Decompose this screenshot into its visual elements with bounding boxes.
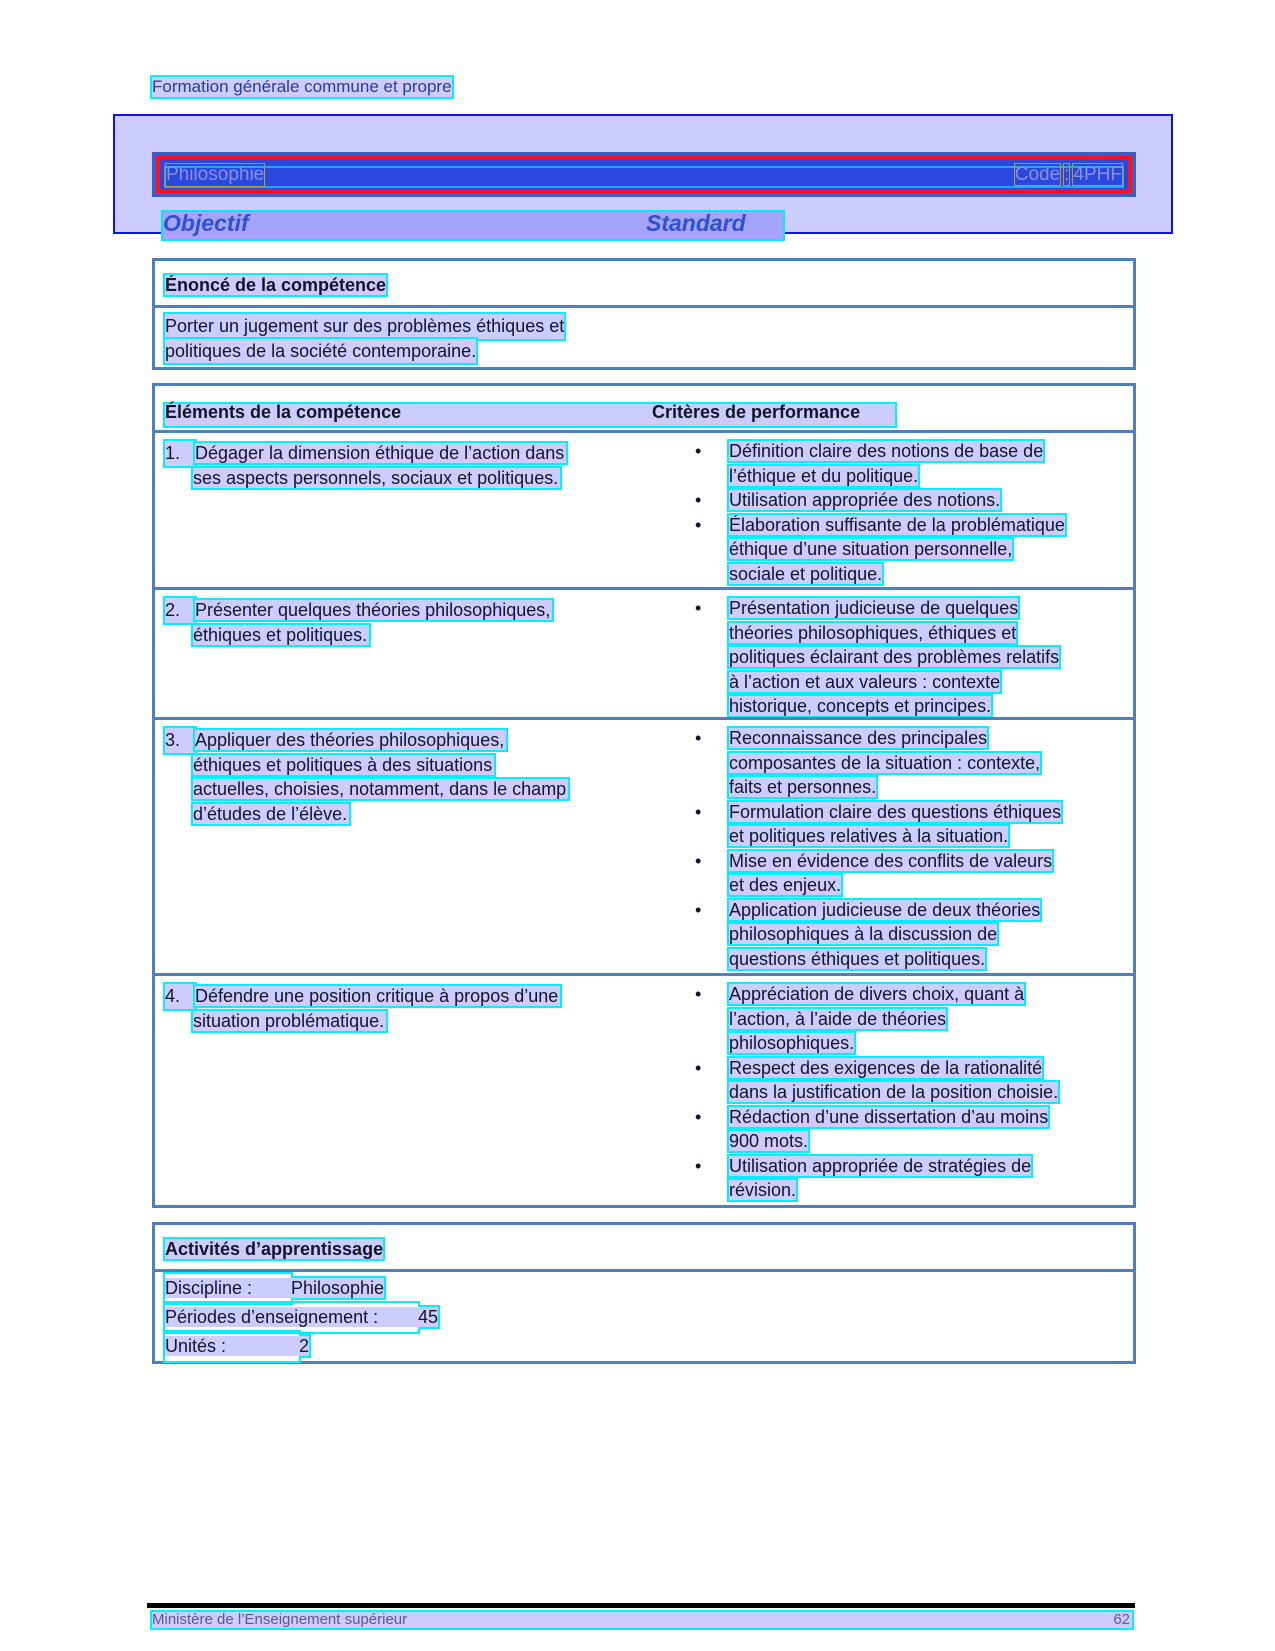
criterion-line [729, 645, 1115, 670]
criterion-item [695, 439, 1115, 488]
criterion-line [729, 537, 1115, 562]
element-line [165, 984, 635, 1009]
criterion-text: théories philosophiques, éthiques et [729, 622, 1017, 643]
criterion-line [729, 1105, 1115, 1130]
periods-label: Périodes d’enseignement : [165, 1307, 379, 1327]
criterion-text: philosophiques à la discussion de [729, 924, 998, 944]
performance-criteria [695, 439, 1115, 586]
criterion-text: sociale et politique. [729, 563, 883, 584]
criterion-line [729, 947, 1115, 972]
course-subject: Philosophie [166, 164, 265, 185]
criterion-text: Reconnaissance des principales [729, 728, 988, 748]
column-header-elements: Éléments de la compétence [165, 402, 402, 422]
page-footer [152, 1612, 1132, 1628]
criterion-line [729, 982, 1115, 1007]
performance-criteria [695, 726, 1115, 971]
criterion-item [695, 1154, 1115, 1203]
criterion-line [729, 1056, 1115, 1081]
running-header: Formation générale commune et propre [152, 77, 452, 96]
units-value: 2 [299, 1336, 310, 1356]
criterion-line [729, 488, 1115, 513]
discipline-label: Discipline : [165, 1278, 253, 1298]
criterion-text: Rédaction d’une dissertation d’au moins [729, 1106, 1049, 1127]
objective-standard-row [163, 212, 783, 239]
element-line [165, 441, 635, 466]
criterion-text: Élaboration suffisante de la problématique [729, 514, 1065, 535]
bullet-icon: • [695, 514, 702, 535]
criterion-line [729, 1080, 1115, 1105]
competency-statement-box [152, 258, 1136, 370]
course-code [1011, 164, 1122, 186]
criterion-line [729, 849, 1115, 874]
bullet-icon: • [695, 1106, 702, 1127]
statement-heading: Énoncé de la compétence [165, 275, 387, 295]
criterion-line [729, 1178, 1115, 1203]
performance-criteria [695, 982, 1115, 1203]
criterion-line [729, 439, 1115, 464]
criterion-text: faits et personnes. [729, 777, 877, 797]
objective-heading: Objectif [163, 210, 249, 236]
criterion-line [729, 464, 1115, 489]
criterion-text: l’éthique et du politique. [729, 465, 919, 486]
element-text: situation problématique. [193, 1010, 385, 1031]
competency-element [165, 598, 635, 647]
discipline-value: Philosophie [291, 1278, 385, 1298]
element-line [165, 598, 635, 623]
element-line [165, 1009, 635, 1034]
bullet-icon: • [695, 441, 702, 461]
criterion-item [695, 488, 1115, 513]
criterion-line [729, 1007, 1115, 1032]
criterion-line [729, 1154, 1115, 1179]
element-text: ses aspects personnels, sociaux et politiques. [193, 467, 559, 488]
criterion-line [729, 621, 1115, 646]
criterion-item [695, 800, 1115, 849]
element-line [165, 802, 635, 827]
statement-line: Porter un jugement sur des problèmes éthiques et [165, 314, 564, 339]
statement-line: politiques de la société contemporaine. [165, 339, 476, 364]
bullet-icon: • [695, 899, 702, 920]
criterion-text: Appréciation de divers choix, quant à [729, 984, 1025, 1004]
title-row-outline [164, 166, 1124, 188]
table-row [155, 973, 1133, 1208]
criterion-text: l’action, à l’aide de théories [729, 1008, 947, 1029]
criterion-item [695, 849, 1115, 898]
competency-element [165, 728, 635, 826]
criterion-text: et des enjeux. [729, 875, 842, 895]
criterion-text: Respect des exigences de la rationalité [729, 1057, 1043, 1078]
criterion-item [695, 726, 1115, 800]
discipline-line [165, 1278, 384, 1298]
element-line [165, 777, 635, 802]
criterion-line [729, 513, 1115, 538]
criterion-item [695, 1056, 1115, 1105]
criterion-text: dans la justification de la position choisie. [729, 1082, 1059, 1102]
standard-heading: Standard [646, 210, 746, 236]
bullet-icon: • [695, 1057, 702, 1078]
criterion-line [729, 562, 1115, 587]
criterion-line [729, 775, 1115, 800]
criterion-line [729, 873, 1115, 898]
element-number: 4. [165, 984, 195, 1009]
criterion-line [729, 824, 1115, 849]
criterion-line [729, 670, 1115, 695]
element-text: éthiques et politiques. [193, 624, 368, 645]
periods-value: 45 [418, 1307, 439, 1327]
code-value: 4PHF [1073, 164, 1122, 185]
criterion-item [695, 1105, 1115, 1154]
element-number: 3. [165, 728, 195, 753]
criterion-line [729, 751, 1115, 776]
criterion-line [729, 596, 1115, 621]
competency-element [165, 441, 635, 490]
criterion-item [695, 898, 1115, 972]
criterion-text: politiques éclairant des problèmes relatifs [729, 647, 1060, 667]
bullet-icon: • [695, 1155, 702, 1176]
element-line [165, 728, 635, 753]
criterion-item [695, 596, 1115, 719]
page-number: 62 [1113, 1611, 1130, 1628]
criterion-text: 900 mots. [729, 1131, 809, 1151]
element-text: Dégager la dimension éthique de l’action dans [195, 443, 565, 463]
element-text: Présenter quelques théories philosophiques, [195, 600, 551, 620]
course-title-bar [152, 152, 1136, 197]
criterion-item [695, 513, 1115, 587]
activities-heading: Activités d’apprentissage [165, 1239, 384, 1259]
criterion-line [729, 726, 1115, 751]
criterion-text: Présentation judicieuse de quelques [729, 598, 1019, 618]
table-row [155, 430, 1133, 587]
criterion-line [729, 922, 1115, 947]
bullet-icon: • [695, 801, 702, 822]
column-header-criteria: Critères de performance [652, 402, 861, 422]
units-line [165, 1336, 309, 1356]
criterion-text: Utilisation appropriée des notions. [729, 490, 1001, 510]
performance-criteria [695, 596, 1115, 719]
learning-activities-box [152, 1222, 1136, 1364]
table-row [155, 587, 1133, 717]
criterion-item [695, 982, 1115, 1056]
competency-elements-table [152, 383, 1136, 1208]
criterion-line [729, 898, 1115, 923]
element-number: 1. [165, 441, 195, 466]
bullet-icon: • [695, 984, 702, 1004]
periods-line [165, 1307, 438, 1327]
table-row [155, 717, 1133, 973]
criterion-text: éthique d’une situation personnelle, [729, 539, 1013, 559]
criterion-text: philosophiques. [729, 1033, 855, 1053]
criterion-line [729, 800, 1115, 825]
criterion-text: Utilisation appropriée de stratégies de [729, 1155, 1032, 1176]
criterion-line [729, 1031, 1115, 1056]
element-line [165, 466, 635, 491]
criterion-text: composantes de la situation : contexte, [729, 752, 1041, 773]
element-text: Défendre une position critique à propos d’une [195, 986, 559, 1006]
criterion-text: questions éthiques et politiques. [729, 948, 986, 969]
bullet-icon: • [695, 728, 702, 748]
footer-ministry: Ministère de l’Enseignement supérieur [152, 1611, 408, 1628]
competency-element [165, 984, 635, 1033]
bullet-icon: • [695, 598, 702, 618]
element-text: d’études de l’élève. [193, 803, 348, 824]
element-line [165, 753, 635, 778]
criterion-text: et politiques relatives à la situation. [729, 826, 1009, 846]
element-text: éthiques et politiques à des situations [193, 754, 493, 775]
criterion-text: Application judicieuse de deux théories [729, 899, 1041, 920]
element-text: Appliquer des théories philosophiques, [195, 730, 505, 750]
code-label: Code [1014, 164, 1061, 185]
bullet-icon: • [695, 490, 702, 510]
units-label: Unités : [165, 1336, 227, 1356]
bullet-icon: • [695, 850, 702, 871]
criterion-line [729, 694, 1115, 719]
element-line [165, 623, 635, 648]
criterion-text: Définition claire des notions de base de [729, 441, 1044, 461]
element-number: 2. [165, 598, 195, 623]
element-text: actuelles, choisies, notamment, dans le champ [193, 779, 567, 799]
code-separator: : [1064, 164, 1070, 185]
criterion-line [729, 1129, 1115, 1154]
footer-rule [147, 1603, 1135, 1608]
criterion-text: Formulation claire des questions éthiques [729, 801, 1062, 822]
criterion-text: à l’action et aux valeurs : contexte [729, 671, 1001, 692]
criterion-text: révision. [729, 1180, 797, 1200]
criterion-text: Mise en évidence des conflits de valeurs [729, 850, 1053, 871]
criterion-text: historique, concepts et principes. [729, 696, 992, 716]
